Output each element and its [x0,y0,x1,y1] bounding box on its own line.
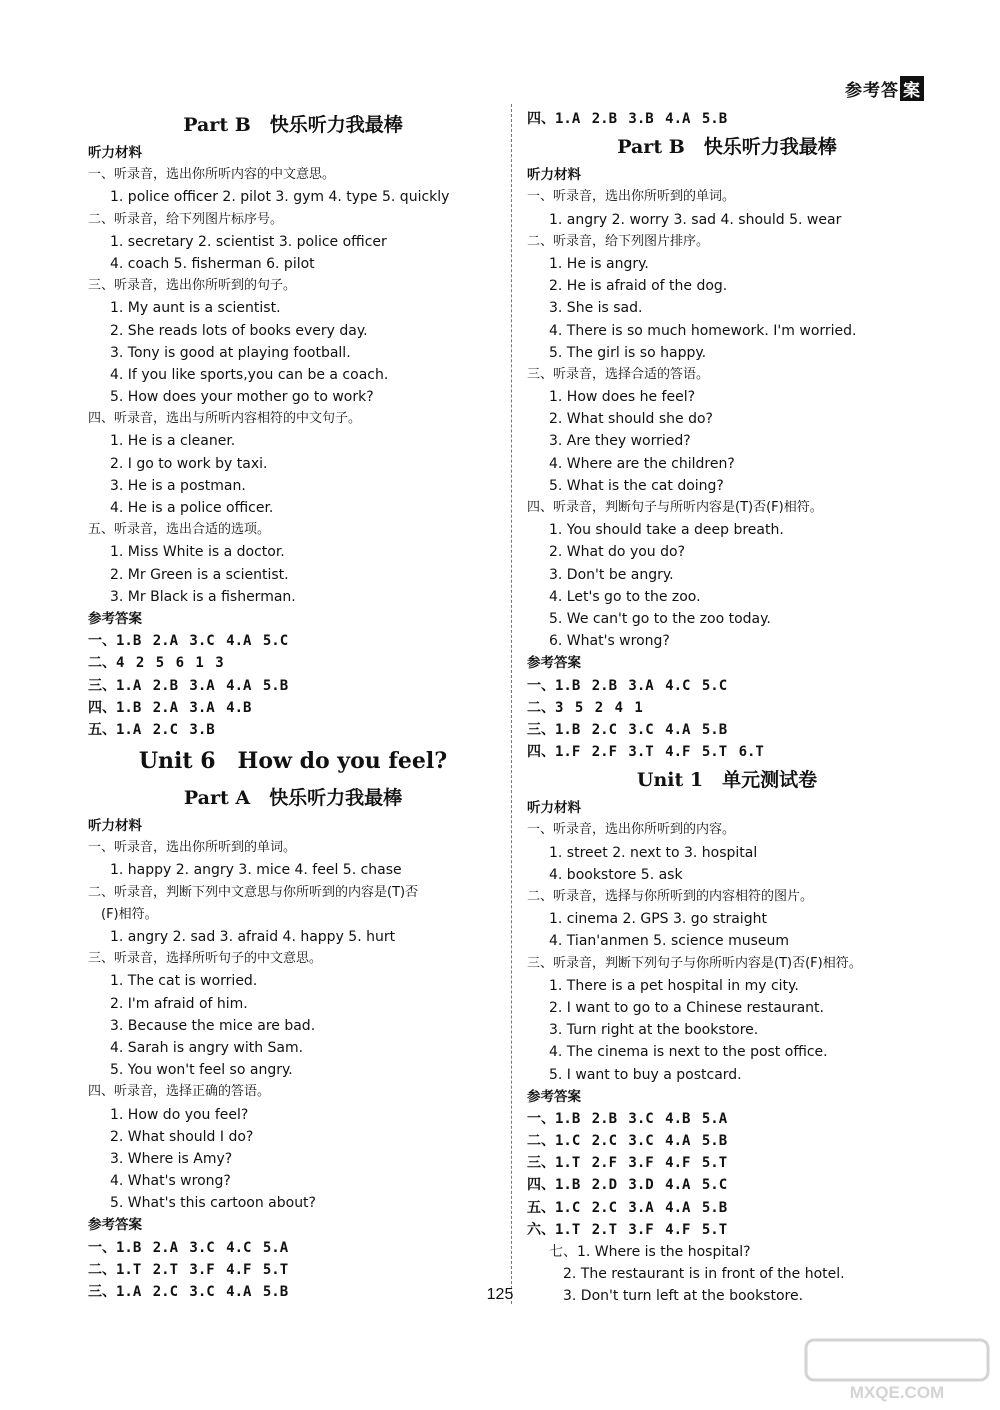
listening-item: 4. He is a police officer. [110,500,274,516]
listening-item: 2. I want to go to a Chinese restaurant. [549,999,824,1016]
listening-item: 2. The restaurant is in front of the hotel. [549,1266,845,1283]
listening-item: 七、1. Where is the hospital? [549,1244,751,1260]
listening-item: 3. Because the mice are bad. [110,1017,316,1034]
question-instruction: 三、听录音，选出你所听到的句子。 [88,278,297,294]
answer-key-header [845,76,924,101]
section-label: 听力材料 [527,167,581,184]
listening-item: 1. The cat is worried. [110,973,258,990]
answer-line: 五、1.A 2.C 3.B [88,721,215,738]
part-heading: Part B 快乐听力我最棒 [617,136,837,159]
answer-line: 三、1.A 2.B 3.A 4.A 5.B [88,677,289,694]
answer-line: 五、1.C 2.C 3.A 4.A 5.B [527,1199,728,1216]
listening-item: 2. What should I do? [110,1128,254,1145]
answer-line: 四、1.A 2.B 3.B 4.A 5.B [527,111,728,127]
listening-item: 4. What's wrong? [110,1173,231,1190]
listening-item: 2. He is afraid of the dog. [549,278,728,295]
question-instruction: 二、听录音，给下列图片标序号。 [88,211,284,227]
listening-item: 6. What's wrong? [549,633,670,650]
listening-item: 1. How do you feel? [110,1106,249,1123]
column-divider [511,104,512,1304]
section-label: 参考答案 [527,1088,581,1105]
listening-item: 2. I'm afraid of him. [110,995,248,1012]
listening-item: 4. Where are the children? [549,455,735,472]
listening-item: 4. Tian'anmen 5. science museum [549,933,790,950]
answer-line: 四、1.F 2.F 3.T 4.F 5.T 6.T [527,744,764,761]
listening-item: 1. secretary 2. scientist 3. police officer [110,233,387,250]
listening-item: 4. If you like sports,you can be a coach. [110,366,389,383]
question-instruction: 四、听录音，选择正确的答语。 [88,1084,271,1100]
watermark-logo [802,1336,992,1406]
listening-item: 1. My aunt is a scientist. [110,300,281,317]
listening-item: 4. bookstore 5. ask [549,866,683,883]
listening-item: 3. She is sad. [549,300,643,317]
listening-item: 5. What is the cat doing? [549,477,724,494]
header-boxed-char: 案 [900,76,924,101]
listening-item: 1. He is angry. [549,255,649,272]
question-instruction: 二、听录音，选择与你所听到的内容相符的图片。 [527,889,814,904]
right-column [527,108,927,1308]
section-label: 听力材料 [88,818,142,835]
question-instruction: 一、听录音，选出你所听内容的中文意思。 [88,167,336,183]
listening-item: 4. Sarah is angry with Sam. [110,1039,304,1056]
question-instruction: (F)相符。 [88,906,158,922]
listening-item: 1. How does he feel? [549,389,696,406]
listening-item: 1. happy 2. angry 3. mice 4. feel 5. chase [110,862,402,879]
listening-item: 5. You won't feel so angry. [110,1062,293,1079]
section-label: 参考答案 [88,610,142,627]
left-column [88,108,498,1303]
section-label: 听力材料 [527,800,581,817]
answer-line: 二、3 5 2 4 1 [527,699,643,716]
answer-line: 三、1.T 2.F 3.F 4.F 5.T [527,1155,728,1172]
question-instruction: 二、听录音，给下列图片排序。 [527,233,710,249]
listening-item: 3. Turn right at the bookstore. [549,1022,759,1039]
listening-item: 1. cinema 2. GPS 3. go straight [549,911,767,928]
question-instruction: 二、听录音，判断下列中文意思与你所听到的内容是(T)否 [88,884,419,900]
answer-line: 四、1.B 2.A 3.A 4.B [88,699,252,716]
listening-item: 2. What do you do? [549,544,686,561]
page-number: 125 [486,1286,514,1303]
question-instruction: 三、听录音，判断下列句子与你所听内容是(T)否(F)相符。 [527,955,862,971]
question-instruction: 一、听录音，选出你所听到的单词。 [527,189,736,205]
watermark-text: MXQE.COM [849,1383,945,1402]
listening-item: 2. What should she do? [549,411,713,428]
question-instruction: 五、听录音，选出合适的选项。 [88,522,271,538]
answer-line: 四、1.B 2.D 3.D 4.A 5.C [527,1177,728,1194]
question-instruction: 四、听录音，选出与所听内容相符的中文句子。 [88,411,362,427]
listening-item: 5. How does your mother go to work? [110,389,374,406]
section-label: 参考答案 [88,1217,142,1234]
listening-item: 3. Don't turn left at the bookstore. [549,1288,804,1305]
listening-item: 5. What's this cartoon about? [110,1195,316,1212]
listening-item: 5. We can't go to the zoo today. [549,610,771,627]
header-label: 参考答 [845,81,899,101]
answer-line: 一、1.B 2.B 3.A 4.C 5.C [527,677,728,694]
listening-item: 4. There is so much homework. I'm worried. [549,322,857,339]
listening-item: 3. Mr Black is a fisherman. [110,588,296,605]
listening-item: 2. I go to work by taxi. [110,455,268,472]
listening-item: 3. He is a postman. [110,477,246,494]
unit-heading: Unit 6 How do you feel? [138,748,448,775]
question-instruction: 三、听录音，选择所听句子的中文意思。 [88,951,323,967]
part-heading: Part B 快乐听力我最棒 [183,114,403,136]
listening-item: 1. police officer 2. pilot 3. gym 4. type 5. quickly [110,189,450,206]
listening-item: 2. Mr Green is a scientist. [110,566,289,583]
part-heading: Part A 快乐听力我最棒 [183,787,403,810]
answer-line: 三、1.B 2.C 3.C 4.A 5.B [527,721,728,738]
answer-line: 二、1.C 2.C 3.C 4.A 5.B [527,1133,728,1150]
listening-item: 1. You should take a deep breath. [549,522,784,539]
listening-item: 4. Let's go to the zoo. [549,588,701,605]
listening-item: 1. He is a cleaner. [110,433,236,450]
listening-item: 3. Are they worried? [549,433,691,450]
question-instruction: 三、听录音，选择合适的答语。 [527,366,710,382]
question-instruction: 一、听录音，选出你所听到的内容。 [527,822,736,838]
answer-line: 二、1.T 2.T 3.F 4.F 5.T [88,1261,289,1278]
listening-item: 3. Tony is good at playing football. [110,344,351,361]
listening-item: 5. I want to buy a postcard. [549,1066,742,1083]
answer-line: 一、1.B 2.A 3.C 4.A 5.C [88,633,289,650]
answer-line: 一、1.B 2.A 3.C 4.C 5.A [88,1239,289,1256]
listening-item: 1. angry 2. worry 3. sad 4. should 5. wear [549,211,842,228]
answer-line: 三、1.A 2.C 3.C 4.A 5.B [88,1284,289,1300]
answer-line: 一、1.B 2.B 3.C 4.B 5.A [527,1110,728,1127]
listening-item: 1. street 2. next to 3. hospital [549,844,758,861]
listening-item: 5. The girl is so happy. [549,344,707,361]
question-instruction: 四、听录音，判断句子与所听内容是(T)否(F)相符。 [527,500,823,515]
listening-item: 1. There is a pet hospital in my city. [549,977,799,994]
listening-item: 3. Don't be angry. [549,566,674,583]
unit-heading: Unit 1 单元测试卷 [636,769,818,792]
listening-item: 4. coach 5. fisherman 6. pilot [110,255,315,272]
section-label: 听力材料 [88,145,142,161]
listening-item: 2. She reads lots of books every day. [110,322,368,339]
listening-item: 3. Where is Amy? [110,1150,233,1167]
section-label: 参考答案 [527,655,581,672]
answer-line: 六、1.T 2.T 3.F 4.F 5.T [527,1221,728,1238]
question-instruction: 一、听录音，选出你所听到的单词。 [88,840,297,856]
answer-line: 二、4 2 5 6 1 3 [88,655,224,672]
listening-item: 4. The cinema is next to the post office. [549,1044,828,1061]
listening-item: 1. Miss White is a doctor. [110,544,285,561]
listening-item: 1. angry 2. sad 3. afraid 4. happy 5. hurt [110,929,396,945]
